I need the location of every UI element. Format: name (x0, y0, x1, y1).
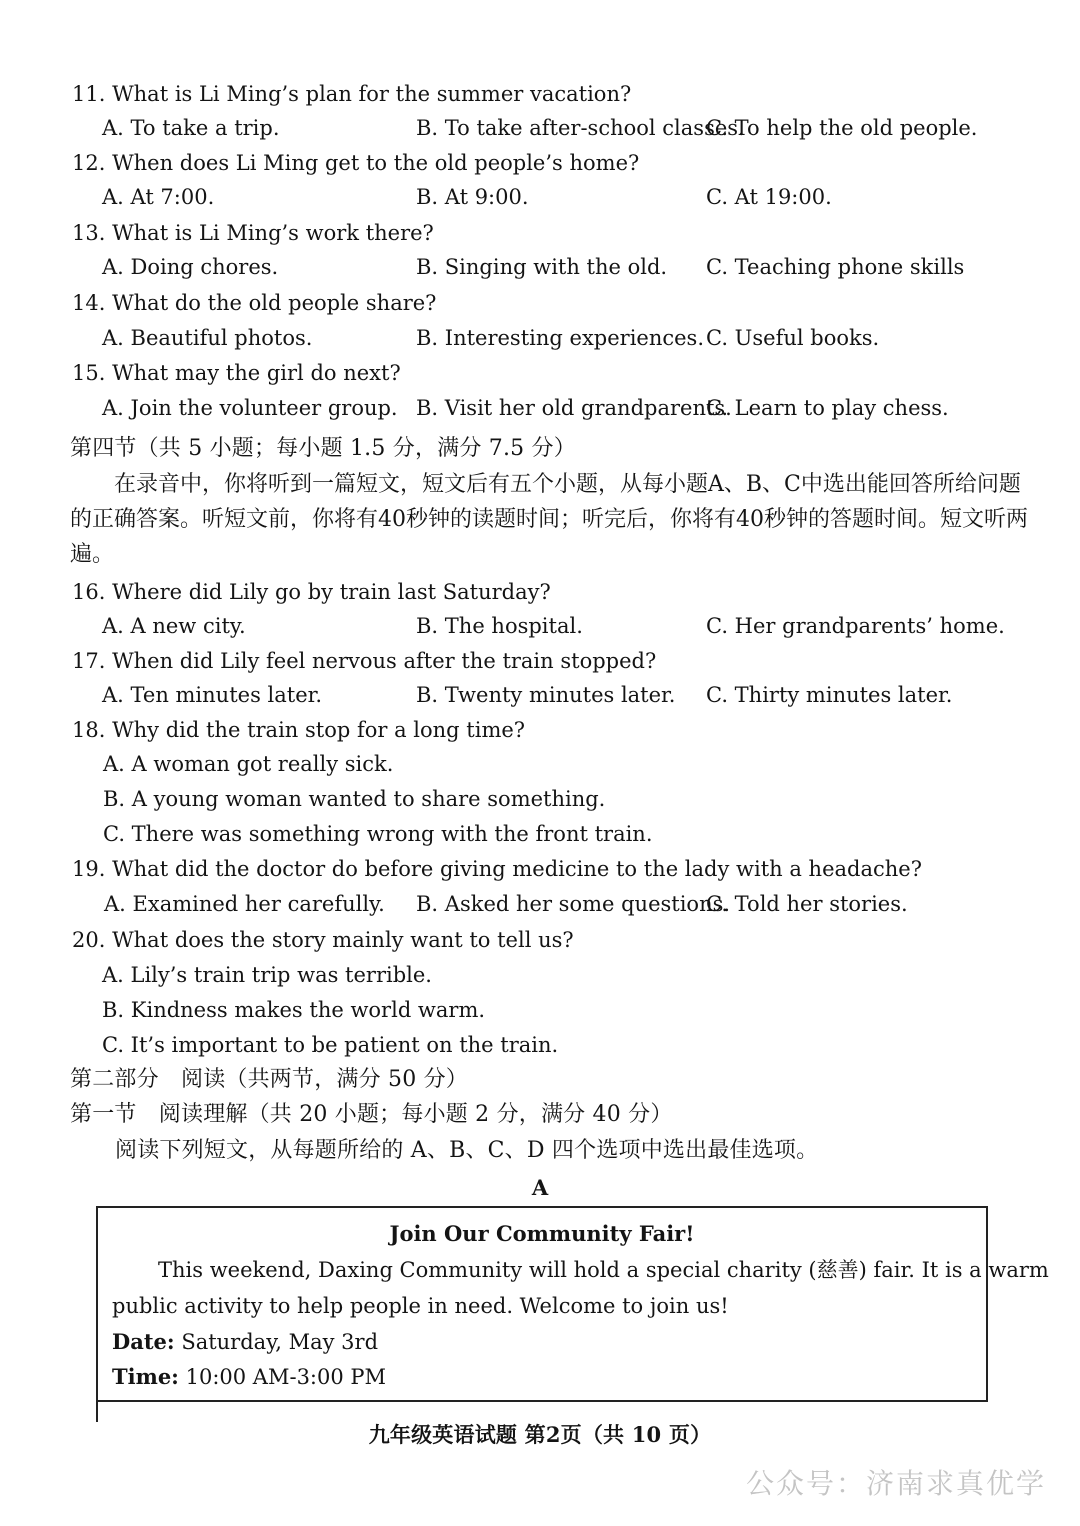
question-13: 13. What is Li Ming’s work there? (72, 221, 434, 245)
part-2-heading: 第二部分 阅读（共两节，满分 50 分） (70, 1067, 468, 1092)
passage-label: A (531, 1175, 549, 1200)
q17-option-a: A. Ten minutes later. (102, 683, 323, 707)
question-17: 17. When did Lily feel nervous after the train stopped? (72, 649, 657, 673)
notice-time (112, 1363, 386, 1391)
notice-body-line-1: This weekend, Daxing Community will hold a special charity (慈善) fair. It is a warm (158, 1258, 1049, 1282)
reading-section-1-heading: 第一节 阅读理解（共 20 小题；每小题 2 分，满分 40 分） (70, 1102, 673, 1127)
q12-option-c: C. At 19:00. (706, 185, 832, 209)
q20-option-c: C. It’s important to be patient on the train. (102, 1033, 559, 1057)
watermark-text: 公众号：济南求真优学 (745, 1467, 1046, 1500)
page-footer: 九年级英语试题 第2页（共 10 页） (368, 1422, 712, 1447)
notice-body-line-2: public activity to help people in need. Welcome to join us! (112, 1294, 729, 1318)
q13-option-b: B. Singing with the old. (416, 255, 668, 279)
question-14: 14. What do the old people share? (72, 291, 437, 315)
notice-box (96, 1206, 1049, 1402)
q16-option-c: C. Her grandparents’ home. (706, 614, 1005, 638)
notice-box-edge (96, 1400, 98, 1422)
q12-option-b: B. At 9:00. (416, 185, 529, 209)
notice-date-value: Saturday, May 3rd (174, 1330, 379, 1354)
reading-instructions: 阅读下列短文，从每题所给的 A、B、C、D 四个选项中选出最佳选项。 (115, 1138, 819, 1163)
question-12: 12. When does Li Ming get to the old people’s home? (72, 151, 640, 175)
section-4-instructions: 在录音中，你将听到一篇短文，短文后有五个小题，从每小题A、B、C中选出能回答所给问题的正确答案。听短文前，你将有40秒钟的读题时间；听完后，你将有40秒钟的答题时间。短文听两遍。 (70, 472, 1028, 567)
q14-option-b: B. Interesting experiences. (416, 326, 705, 350)
q20-option-a: A. Lily’s train trip was terrible. (102, 963, 432, 987)
q18-option-b: B. A young woman wanted to share something. (103, 787, 606, 811)
notice-title: Join Our Community Fair! (389, 1221, 695, 1246)
question-18: 18. Why did the train stop for a long time? (72, 718, 526, 742)
q15-option-b: B. Visit her old grandparents. (416, 396, 732, 420)
q16-option-b: B. The hospital. (416, 614, 583, 638)
q13-option-c: C. Teaching phone skills (706, 255, 965, 279)
q19-option-b: B. Asked her some questions. (416, 892, 731, 916)
q15-option-c: C. Learn to play chess. (706, 396, 949, 420)
notice-date (112, 1328, 378, 1356)
q17-option-b: B. Twenty minutes later. (416, 683, 676, 707)
q19-option-a: A. Examined her carefully. (104, 892, 385, 916)
q18-option-a: A. A woman got really sick. (103, 752, 394, 776)
question-15: 15. What may the girl do next? (72, 361, 401, 385)
q20-option-b: B. Kindness makes the world warm. (102, 998, 486, 1022)
q12-option-a: A. At 7:00. (102, 185, 215, 209)
question-11: 11. What is Li Ming’s plan for the summer vacation? (72, 82, 632, 106)
q11-option-c: C. To help the old people. (706, 116, 978, 140)
q15-option-a: A. Join the volunteer group. (102, 396, 398, 420)
q11-option-b: B. To take after-school classes. (416, 116, 745, 140)
q14-option-a: A. Beautiful photos. (102, 326, 313, 350)
question-16: 16. Where did Lily go by train last Saturday? (72, 580, 551, 604)
q11-option-a: A. To take a trip. (102, 116, 280, 140)
q13-option-a: A. Doing chores. (102, 255, 279, 279)
q16-option-a: A. A new city. (102, 614, 246, 638)
notice-date-label: Date: (112, 1329, 175, 1354)
q14-option-c: C. Useful books. (706, 326, 880, 350)
question-20: 20. What does the story mainly want to tell us? (72, 928, 574, 952)
q19-option-c: C. Told her stories. (706, 892, 908, 916)
q17-option-c: C. Thirty minutes later. (706, 683, 953, 707)
section-4-heading: 第四节（共 5 小题；每小题 1.5 分，满分 7.5 分） (70, 436, 576, 461)
notice-time-value: 10:00 AM-3:00 PM (178, 1365, 387, 1389)
question-19: 19. What did the doctor do before giving medicine to the lady with a headache? (72, 857, 922, 881)
notice-time-label: Time: (112, 1364, 179, 1389)
q18-option-c: C. There was something wrong with the front train. (103, 822, 653, 846)
